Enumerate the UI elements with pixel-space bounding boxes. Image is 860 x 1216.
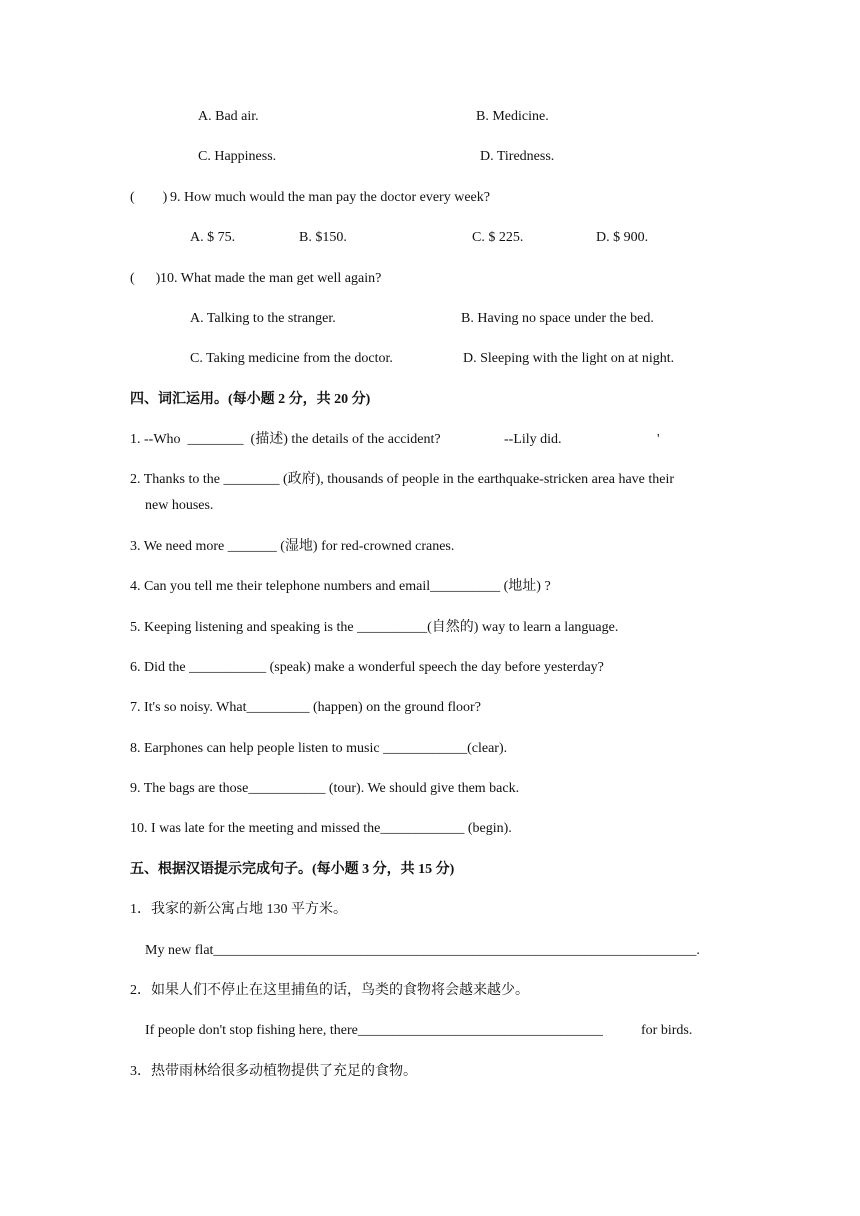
section4-item-1: 1. --Who ________ (描述) the details of the accident? xyxy=(130,432,441,447)
q9-question: 9. How much would the man pay the doctor every week? xyxy=(170,190,490,205)
section5-q1-english: My new flat_____________________________________________________________________. xyxy=(145,943,700,958)
section5-q1-chinese: 1．我家的新公寓占地 130 平方米。 xyxy=(130,902,347,917)
q9-option-b: B. $150. xyxy=(299,230,347,245)
section4-item-8: 8. Earphones can help people listen to music ____________(clear). xyxy=(130,741,508,756)
section4-item-7: 7. It's so noisy. What_________ (happen) on the ground floor? xyxy=(130,700,481,715)
q10-option-c: C. Taking medicine from the doctor. xyxy=(190,351,393,366)
section5-q2-chinese: 2．如果人们不停止在这里捕鱼的话，鸟类的食物将会越来越少。 xyxy=(130,983,529,998)
section4-item-1-answer: --Lily did. xyxy=(504,432,562,447)
section4-item-2: 2. Thanks to the ________ (政府), thousands of people in the earthquake-stricken area have their xyxy=(130,472,675,487)
q9-option-d: D. $ 900. xyxy=(596,230,649,245)
q10-answer-paren: ( ) xyxy=(130,271,161,286)
q10-option-a: A. Talking to the stranger. xyxy=(190,311,336,326)
section4-item-6: 6. Did the ___________ (speak) make a wonderful speech the day before yesterday? xyxy=(130,660,604,675)
q8-option-d: D. Tiredness. xyxy=(480,149,555,164)
section4-item-3: 3. We need more _______ (湿地) for red-crowned cranes. xyxy=(130,539,455,554)
section4-heading: 四、词汇运用。(每小题 2 分，共 20 分) xyxy=(130,392,371,407)
q8-option-a: A. Bad air. xyxy=(198,109,259,124)
section4-item-2-cont: new houses. xyxy=(145,498,214,513)
q9-answer-paren: ( ) xyxy=(130,190,168,205)
section5-q3-chinese: 3．热带雨林给很多动植物提供了充足的食物。 xyxy=(130,1064,417,1079)
section4-item-10: 10. I was late for the meeting and missed the____________ (begin). xyxy=(130,821,512,836)
section4-item-4: 4. Can you tell me their telephone numbers and email__________ (地址) ? xyxy=(130,579,551,594)
section4-stray-mark: ' xyxy=(657,432,660,447)
section4-item-5: 5. Keeping listening and speaking is the __________(自然的) way to learn a language. xyxy=(130,620,619,635)
q8-option-b: B. Medicine. xyxy=(476,109,549,124)
section5-heading: 五、根据汉语提示完成句子。(每小题 3 分，共 15 分) xyxy=(130,862,455,877)
section5-q2-english-end: for birds. xyxy=(641,1023,693,1038)
q10-option-b: B. Having no space under the bed. xyxy=(461,311,654,326)
q9-option-a: A. $ 75. xyxy=(190,230,236,245)
section4-item-9: 9. The bags are those___________ (tour). We should give them back. xyxy=(130,781,520,796)
q9-option-c: C. $ 225. xyxy=(472,230,524,245)
q8-option-c: C. Happiness. xyxy=(198,149,277,164)
q10-option-d: D. Sleeping with the light on at night. xyxy=(463,351,675,366)
q10-question: 10. What made the man get well again? xyxy=(160,271,382,286)
section5-q2-english: If people don't stop fishing here, there___________________________________ xyxy=(145,1023,603,1038)
